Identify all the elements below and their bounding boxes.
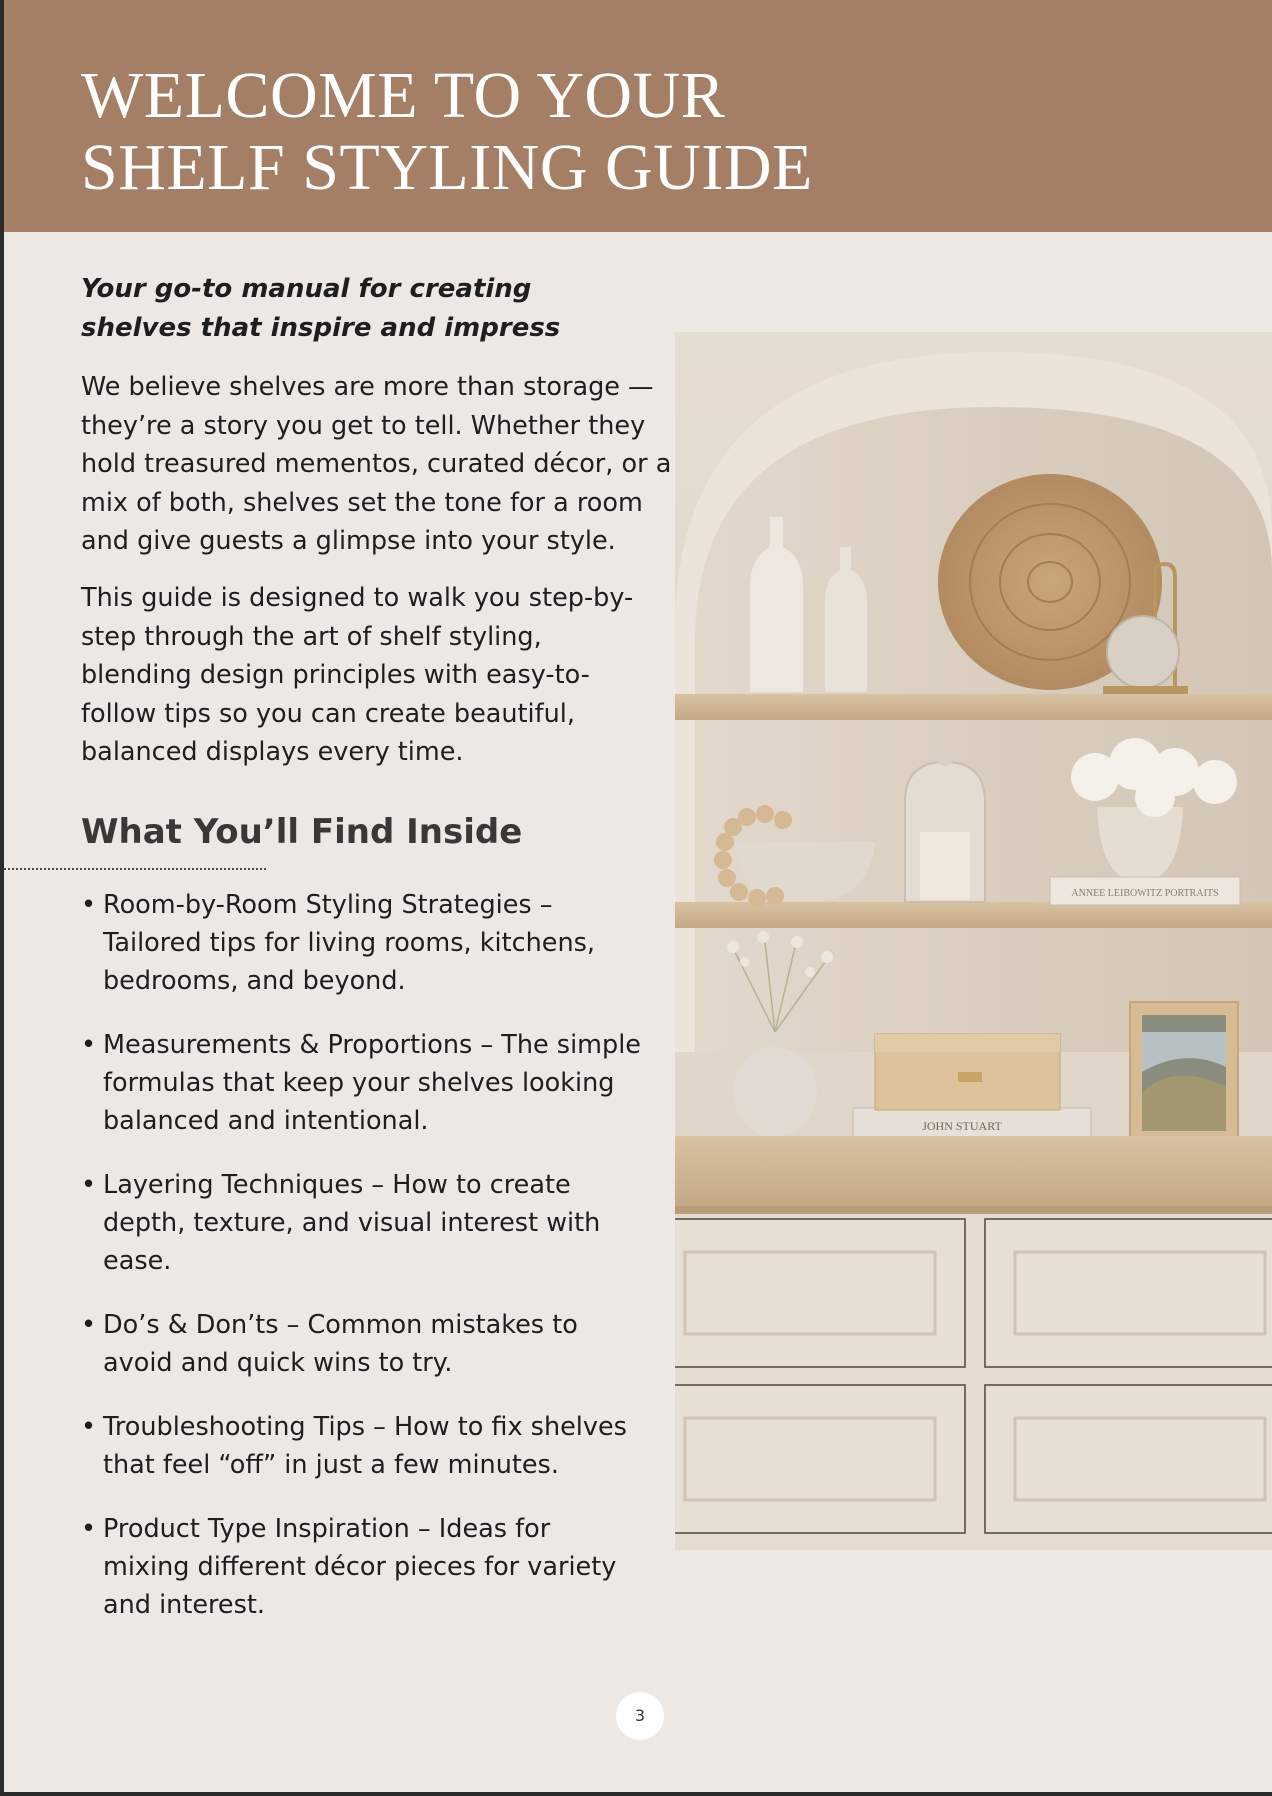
list-item	[81, 886, 641, 1000]
page-number: 3	[616, 1692, 664, 1740]
title-line-1: WELCOME TO YOUR	[81, 59, 726, 132]
dotted-divider	[4, 868, 266, 870]
list-item-text: Product Type Inspiration – Ideas for mixing different décor pieces for variety and interest.	[103, 1514, 617, 1620]
list-item	[81, 1510, 641, 1624]
list-item	[81, 1026, 641, 1140]
intro-paragraph-2: This guide is designed to walk you step-by-step through the art of shelf styling, blending design principles with easy-to-follow tips so you can create beautiful, balanced displays every time.	[81, 583, 634, 767]
list-item-text: Room-by-Room Styling Strategies – Tailored tips for living rooms, kitchens, bedrooms, and beyond.	[103, 890, 596, 996]
list-item-text: Layering Techniques – How to create depth, texture, and visual interest with ease.	[103, 1170, 601, 1276]
shelf-photo	[675, 332, 1272, 1550]
list-item	[81, 1306, 641, 1382]
bullet-icon: •	[81, 1310, 97, 1340]
bullet-icon: •	[81, 1412, 97, 1442]
header-banner	[4, 0, 1272, 232]
intro-paragraph-1: We believe shelves are more than storage — they’re a story you get to tell. Whether they hold treasured mementos, curated décor, or a mix of both, shelves set the tone for a room and give guests a glimpse into your style.	[81, 372, 672, 556]
bullet-icon: •	[81, 1030, 97, 1060]
bullet-icon: •	[81, 1514, 97, 1544]
page-title	[81, 60, 813, 204]
book-spine-text-2: JOHN STUART	[922, 1119, 1002, 1133]
list-item-text: Do’s & Don’ts – Common mistakes to avoid and quick wins to try.	[103, 1310, 578, 1378]
section-heading: What You’ll Find Inside	[81, 812, 523, 852]
bullet-icon: •	[81, 890, 97, 920]
list-item-text: Troubleshooting Tips – How to fix shelves that feel “off” in just a few minutes.	[103, 1412, 627, 1480]
list-item	[81, 1166, 641, 1280]
page	[4, 0, 1272, 1792]
intro-subtitle: Your go-to manual for creating shelves that inspire and impress	[81, 274, 561, 343]
bullet-icon: •	[81, 1170, 97, 1200]
title-line-2: SHELF STYLING GUIDE	[81, 131, 813, 204]
feature-list	[81, 886, 641, 1650]
book-spine-text-1: ANNEE LEIBOWITZ PORTRAITS	[1071, 888, 1219, 899]
list-item	[81, 1408, 641, 1484]
list-item-text: Measurements & Proportions – The simple formulas that keep your shelves looking balanced and intentional.	[103, 1030, 641, 1136]
